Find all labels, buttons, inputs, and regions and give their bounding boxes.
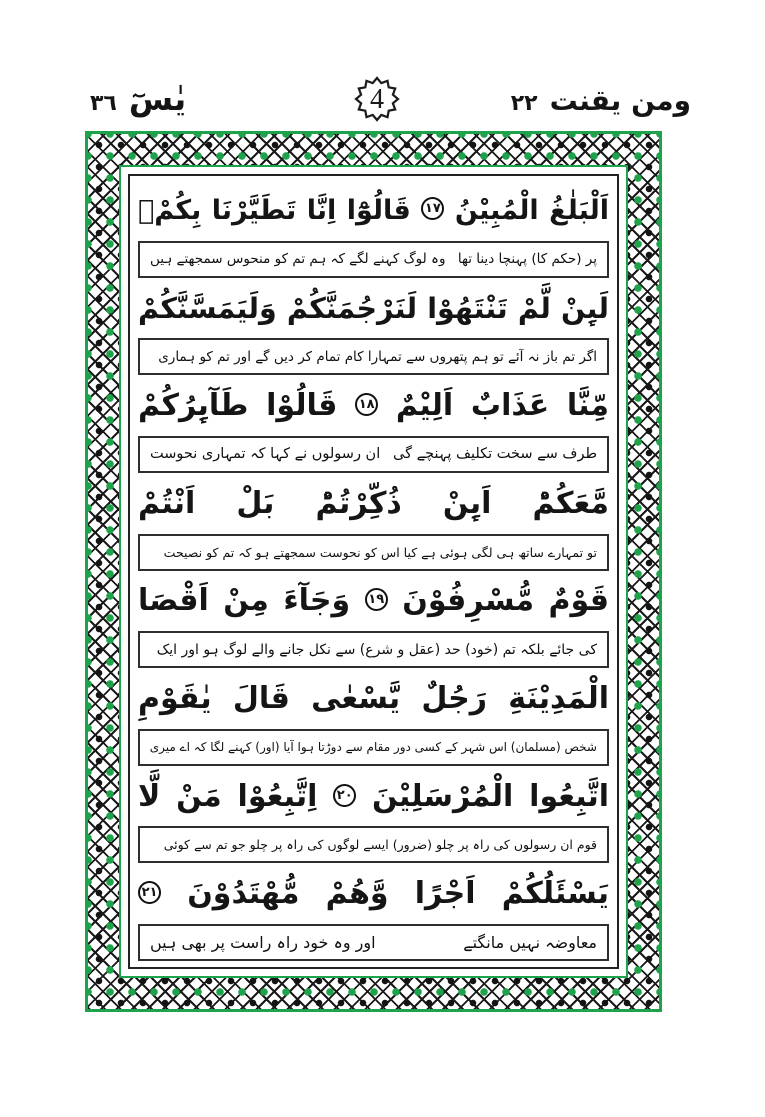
surah-header: [90, 80, 186, 118]
decorative-border-frame: [85, 131, 662, 1012]
ayah-text: قَالُوْٓا اِنَّا تَطَيَّرْنَا بِكُمْۚ: [138, 195, 411, 226]
translation-segment: شخص (مسلمان) اس شہر کے کسی دور مقام سے دوڑتا ہوا آیا (اور) کہنے لگا کہ اے میری: [149, 740, 597, 755]
page-number-star-icon: [348, 70, 406, 128]
translation-box: [138, 729, 609, 766]
ayah-text: اتَّبِعُوا الْمُرْسَلِيْنَ: [372, 778, 609, 814]
surah-number: ٣٦: [90, 91, 117, 116]
translation-segment: اور وہ خود راہ راست پر بھی ہیں: [150, 932, 376, 952]
translation-box: [138, 436, 609, 473]
ayah-line: [138, 280, 609, 337]
translation-segment: معاوضہ نہیں مانگتے: [463, 932, 597, 952]
translation-box: [138, 631, 609, 668]
translation-segment: طرف سے سخت تکلیف پہنچے گی: [393, 446, 597, 463]
translation-segment: اگر تم باز نہ آئے تو ہم پتھروں سے تمہارا کام تمام کر دیں گے اور تم کو ہماری: [158, 348, 597, 365]
ayah-line: [138, 182, 609, 239]
page-number: 4: [370, 84, 384, 115]
ayah-text: اَلْبَلٰغُ الْمُبِيْنُ: [454, 195, 609, 226]
verse-end-marker: ٢٠: [333, 784, 356, 807]
ayah-text: وَجَآءَ مِنْ اَقْصَا: [138, 583, 351, 619]
surah-name: يٰسٓ: [128, 80, 187, 118]
translation-segment: قوم ان رسولوں کی راہ پر چلو (ضرور) ایسے لوگوں کی راہ پر چلو جو تم سے کوئی: [163, 837, 597, 853]
verse-end-marker: ٢١: [138, 881, 161, 904]
translation-box: [138, 534, 609, 571]
translation-box: [138, 826, 609, 863]
translation-segment: کی جائے بلکہ تم (خود) حد (عقل و شرع) سے نکل جانے والے لوگ ہو اور ایک: [156, 641, 597, 658]
translation-box: [138, 338, 609, 375]
ayah-line: [138, 865, 609, 922]
ayah-line: [138, 768, 609, 825]
verse-end-marker: ١٩: [365, 588, 388, 611]
juz-number: ٢٢: [510, 91, 538, 116]
ayah-text: قَالُوْا طَآىِٕرُكُمْ: [138, 388, 338, 424]
translation-box: [138, 924, 609, 961]
ayah-text: مِّنَّا عَذَابٌ اَلِيْمٌ: [395, 388, 609, 424]
translation-segment: وہ لوگ کہنے لگے کہ ہم تم کو منحوس سمجھتے ہیں: [150, 251, 446, 268]
ayah-text: قَوْمٌ مُّسْرِفُوْنَ: [402, 583, 609, 619]
translation-segment: پر (حکم کا) پہنچا دینا تھا: [457, 251, 597, 268]
ayah-line: [138, 377, 609, 434]
ayah-text: مَّعَكُمْؕ اَىِٕنْ ذُكِّرْتُمْؕ بَلْ اَنْتُمْ: [138, 485, 609, 521]
ayah-line: [138, 572, 609, 629]
juz-header: [511, 84, 691, 117]
inner-margin: [119, 165, 628, 978]
ayah-line: [138, 475, 609, 532]
text-block: [128, 174, 619, 969]
juz-name: ومن يقنت: [549, 84, 691, 117]
verse-end-marker: ١٧: [421, 197, 444, 220]
ayah-text: يَسْئَلُكُمْ اَجْرًا وَّهُمْ مُّهْتَدُوْنَ: [187, 876, 609, 912]
translation-segment: تو تمہارے ساتھ ہی لگی ہوئی ہے کیا اس کو نحوست سمجھتے ہو کہ تم کو نصیحت: [163, 544, 597, 560]
ayah-text: الْمَدِيْنَةِ رَجُلٌ يَّسْعٰى قَالَ يٰقَوْمِ: [138, 680, 609, 716]
ayah-text: لَىِٕنْ لَّمْ تَنْتَهُوْا لَنَرْجُمَنَّكُمْ وَلَيَمَسَّنَّكُمْ: [138, 291, 609, 325]
translation-segment: ان رسولوں نے کہا کہ تمہاری نحوست: [150, 446, 381, 463]
translation-box: [138, 241, 609, 278]
ayah-line: [138, 670, 609, 727]
ayah-text: اِتَّبِعُوْا مَنْ لَّا: [138, 778, 318, 814]
verse-end-marker: ١٨: [355, 393, 378, 416]
